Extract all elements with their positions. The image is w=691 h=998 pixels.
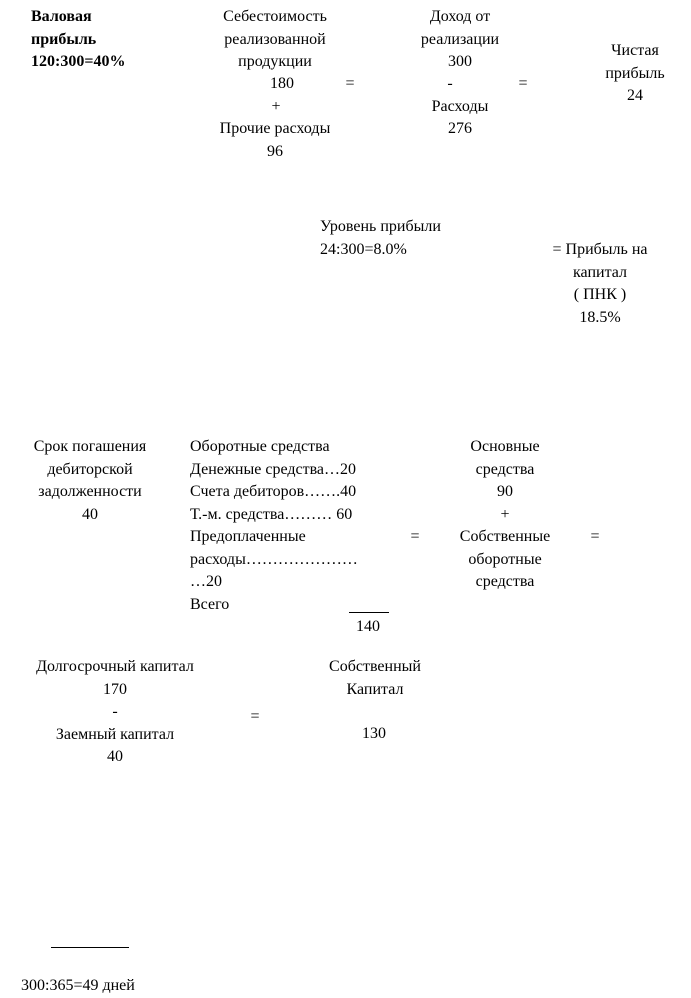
net-profit-line1: Чистая bbox=[611, 42, 659, 59]
current-assets-title: Оборотные средства bbox=[190, 438, 330, 455]
current-assets-prepaid-line1: Предоплаченные bbox=[190, 528, 306, 545]
profit-level-formula: 24:300=8.0% bbox=[320, 240, 407, 258]
receivables-term-value: 40 bbox=[82, 505, 98, 523]
equals-sign: = bbox=[410, 528, 420, 545]
fixed-assets-line2: средства bbox=[475, 460, 535, 478]
days-formula: 300:365=49 дней bbox=[21, 977, 135, 994]
fixed-assets-value: 90 bbox=[497, 483, 513, 500]
equals-sign: = bbox=[590, 528, 600, 545]
receivables-term-line1: Срок погашения bbox=[33, 438, 147, 455]
long-term-capital-block bbox=[10, 656, 220, 769]
current-assets-inventory: Т.-м. средства……… 60 bbox=[190, 505, 353, 523]
receivables-term-line3: задолженности bbox=[38, 483, 142, 500]
formula-rule bbox=[51, 947, 129, 948]
equals-sign: = bbox=[518, 75, 528, 92]
profit-level-label: Уровень прибыли bbox=[320, 218, 441, 235]
fixed-assets-line1: Основные bbox=[470, 438, 540, 455]
net-profit-line2: прибыль bbox=[605, 64, 665, 82]
receivables-term-line2: дебиторской bbox=[47, 460, 133, 478]
sales-income-line2: реализации bbox=[420, 30, 500, 48]
cost-of-sales-line1: Себестоимость bbox=[223, 8, 327, 25]
debt-capital-value: 40 bbox=[107, 748, 123, 765]
fixed-assets-block bbox=[445, 436, 565, 594]
equals-sign: = bbox=[345, 75, 355, 92]
current-assets-prepaid-line2: расходы………………… bbox=[190, 550, 358, 568]
minus-sign: - bbox=[112, 703, 118, 720]
current-assets-block bbox=[190, 436, 358, 616]
gross-profit-formula: 120:300=40% bbox=[31, 53, 126, 70]
minus-sign: - bbox=[447, 75, 453, 92]
sales-income-block bbox=[400, 6, 520, 74]
return-on-capital-value: 18.5% bbox=[579, 308, 621, 326]
cost-of-sales-value: 180 bbox=[270, 75, 294, 92]
cost-of-sales-block bbox=[195, 6, 355, 74]
debt-capital-label: Заемный капитал bbox=[55, 725, 175, 743]
equity-block bbox=[315, 656, 435, 701]
receivables-term-block bbox=[10, 436, 170, 526]
long-term-capital-label: Долгосрочный капитал bbox=[36, 658, 194, 675]
plus-sign: + bbox=[271, 98, 281, 115]
plus-sign: + bbox=[500, 505, 510, 523]
return-on-capital-line1: = Прибыль на bbox=[552, 241, 648, 258]
long-term-capital-value: 170 bbox=[103, 680, 127, 698]
return-on-capital-block bbox=[540, 239, 660, 329]
current-assets-receivables: Счета дебиторов…….40 bbox=[190, 483, 357, 500]
sales-income-value: 300 bbox=[448, 53, 472, 70]
other-expenses-value: 96 bbox=[267, 143, 283, 160]
profit-level-block bbox=[320, 216, 441, 261]
gross-profit-label-line1: Валовая bbox=[31, 8, 92, 25]
current-assets-total-value: 140 bbox=[356, 618, 380, 635]
current-assets-total-label: Всего bbox=[190, 595, 230, 613]
equity-line1: Собственный bbox=[329, 658, 421, 675]
own-working-capital-line1: Собственные bbox=[459, 528, 551, 545]
equity-line2: Капитал bbox=[346, 680, 404, 698]
total-underline bbox=[349, 612, 389, 613]
net-profit-block bbox=[585, 40, 685, 108]
current-assets-prepaid-line3: …20 bbox=[190, 573, 222, 590]
cost-of-sales-line3: продукции bbox=[238, 53, 312, 70]
own-working-capital-line3: средства bbox=[475, 573, 535, 590]
current-assets-cash: Денежные средства…20 bbox=[190, 460, 357, 478]
sales-income-line1: Доход от bbox=[429, 8, 491, 25]
other-expenses-label: Прочие расходы bbox=[219, 120, 331, 137]
equals-sign: = bbox=[250, 708, 260, 725]
cost-of-sales-line2: реализованной bbox=[224, 30, 326, 48]
equity-value: 130 bbox=[362, 725, 386, 742]
return-on-capital-line3: ( ПНК ) bbox=[573, 286, 627, 303]
gross-profit-block bbox=[31, 6, 125, 74]
own-working-capital-line2: оборотные bbox=[468, 550, 542, 568]
return-on-capital-line2: капитал bbox=[573, 263, 627, 281]
gross-profit-label-line2: прибыль bbox=[31, 30, 97, 48]
expenses-label: Расходы bbox=[431, 98, 489, 115]
net-profit-value: 24 bbox=[627, 87, 643, 104]
expenses-value: 276 bbox=[448, 120, 472, 137]
